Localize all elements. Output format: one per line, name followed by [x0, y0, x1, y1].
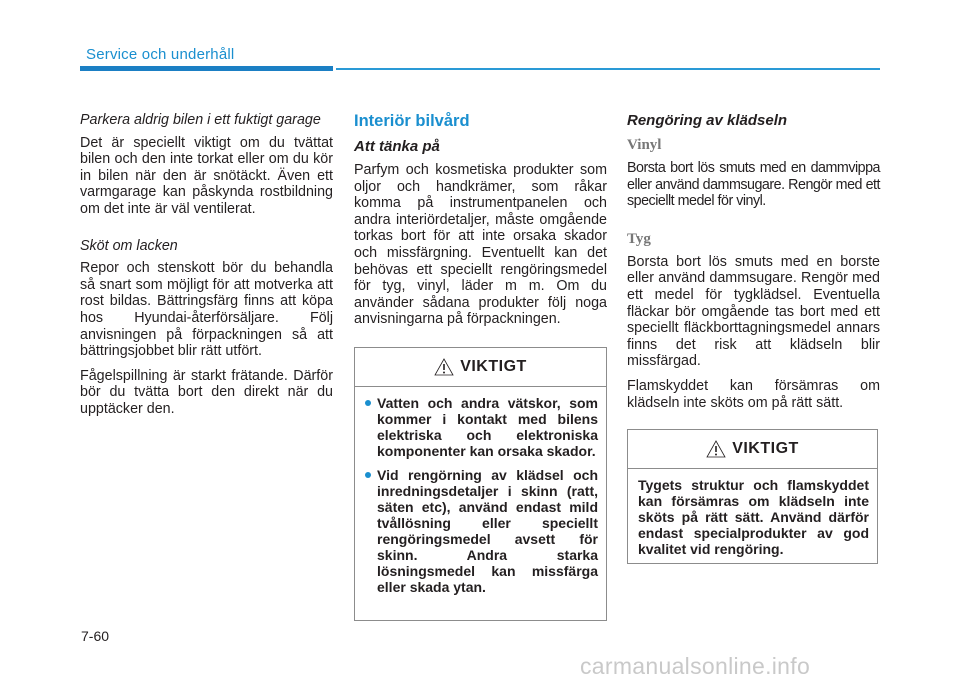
warning-title: VIKTIGT [460, 358, 527, 375]
paragraph-fabric: Borsta bort lös smuts med en borste eller använd dammsugare. Rengör med ett medel för tygklädsel. Eventuella fläckar bör omgående tas bort med ett speciellt fläckborttagningsmedel annars finns det risk att klädseln blir missfärgad. [627, 253, 880, 370]
heading-interior-care: Interiör bilvård [354, 112, 470, 130]
paragraph-paint-care: Repor och stenskott bör du behandla så snart som möjligt för att motverka att rost bildas. Bättringsfärg finns att köpa hos Hyundai-återförsäljare. Följ anvisningen på förpackningen så att bättringsjobbet blir rätt utfört. [80, 260, 333, 360]
warning-item: Vid rengörning av klädsel och inredningsdetaljer i skinn (ratt, säten etc), använd endast mild tvållösning eller speciellt rengöringsmedel avsett för skinn. Andra starka lösningsmedel kan missfärga eller skada ytan. [365, 467, 598, 595]
paragraph-bird-droppings: Fågelspillning är starkt frätande. Därför bör du tvätta bort den direkt när du upptäcker den. [80, 367, 333, 417]
warning-triangle-icon [706, 440, 726, 458]
warning-box-upholstery [627, 429, 878, 564]
subheading-fabric: Tyg [627, 230, 651, 247]
paragraph-interior-care: Parfym och kosmetiska produkter som oljor och handkrämer, som råkar komma på instrumentpanelen och andra interiördetaljer, måste omgående torkas bort för att inte orsaka skador och missfärgning. Eventuellt kan det behövas ett speciellt rengöringsmedel för tyg, vinyl, läder m m. Om du använder sådana produkter följ noga anvisningarna på förpackningen. [354, 162, 607, 328]
warning-text: Tygets struktur och flamskyddet kan försämras om klädseln inte sköts på rätt sätt. Använd därför endast specialprodukter av god kvalitet vid rengöring. [638, 477, 869, 557]
paragraph-flame-protection: Flamskyddet kan försämras om klädseln inte sköts om på rätt sätt. [627, 377, 880, 411]
header-bar-light [336, 68, 880, 70]
watermark: carmanualsonline.info [580, 653, 811, 679]
warning-title-bar [628, 430, 877, 469]
column-left [80, 112, 333, 426]
warning-box-interior [354, 347, 607, 621]
heading-upholstery-cleaning: Rengöring av klädseln [627, 112, 788, 129]
heading-damp-garage: Parkera aldrig bilen i ett fuktigt garage [80, 112, 321, 128]
warning-body [355, 387, 606, 611]
column-middle [354, 112, 607, 336]
page-number: 7-60 [81, 628, 110, 644]
paragraph-vinyl: Borsta bort lös smuts med en dammvippa eller använd dammsugare. Rengör med ett speciellt medel för vinyl. [627, 160, 880, 210]
warning-item: Vatten och andra vätskor, som kommer i kontakt med bilens elektriska och elektroniska komponenter kan orsaka skador. [365, 395, 598, 459]
header-bar-dark [80, 66, 333, 71]
paragraph-damp-garage: Det är speciellt viktigt om du tvättat bilen och den inte torkat eller om du kör in bilen när den är snötäckt. Även ett varmgarage kan påskynda rostbildning om det inte är väl ventilerat. [80, 134, 333, 217]
heading-paint-care: Sköt om lacken [80, 237, 178, 254]
column-right [627, 112, 880, 419]
warning-title-bar [355, 348, 606, 387]
warning-triangle-icon [434, 358, 454, 376]
subheading-things-to-consider: Att tänka på [354, 138, 440, 155]
warning-title: VIKTIGT [732, 440, 799, 457]
warning-body [628, 469, 877, 565]
section-header: Service och underhåll [86, 46, 235, 63]
subheading-vinyl: Vinyl [627, 137, 662, 153]
